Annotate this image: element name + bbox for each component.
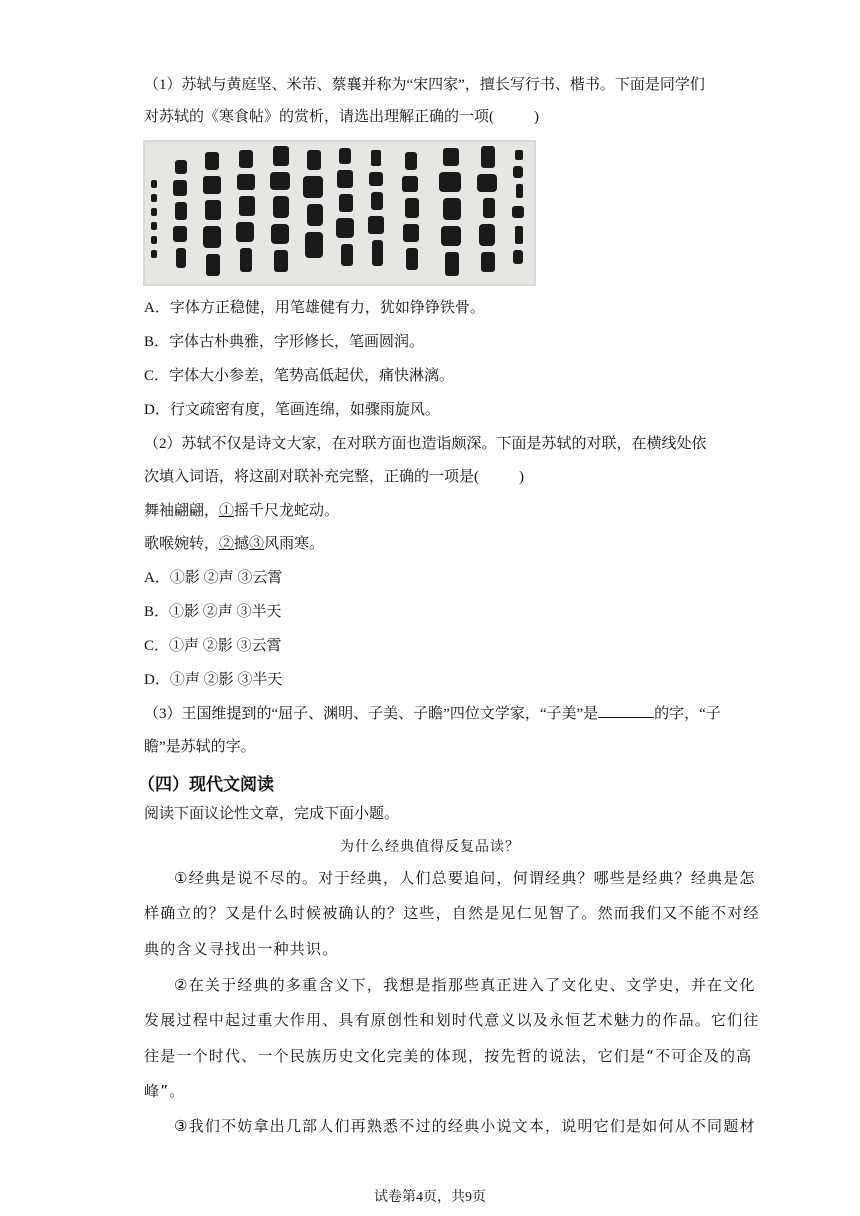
section-title: （四）现代文阅读 <box>138 775 274 794</box>
q3-line1-end: 的字，“子 <box>654 706 721 722</box>
couplet1-part-b: 摇千尺龙蛇动。 <box>234 503 340 519</box>
q2-line1: （2）苏轼不仅是诗文大家，在对联方面也造诣颇深。下面是苏轼的对联，在横线处依 <box>144 436 707 452</box>
article-p2-line1: ②在关于经典的多重含义下，我想是指那些真正进入了文化史、文学史，并在文化 <box>174 976 756 994</box>
q1-option-a: A．字体方正稳健，用笔雄健有力，犹如铮铮铁骨。 <box>144 300 485 316</box>
calligraphy-image <box>143 140 536 286</box>
q1-line2-close: ) <box>534 109 539 125</box>
q2-option-a: A．①影 ②声 ③云霄 <box>144 570 283 586</box>
article-p2-line2: 发展过程中起过重大作用、具有原创性和划时代意义以及永恒艺术魅力的作品。它们往 <box>144 1011 760 1029</box>
article-title: 为什么经典值得反复品读？ <box>340 839 520 855</box>
article-p3-line1: ③我们不妨拿出几部人们再熟悉不过的经典小说文本，说明它们是如何从不同题材 <box>174 1117 756 1135</box>
q1-line2 <box>144 107 539 127</box>
q2-option-b: B．①影 ②声 ③半天 <box>144 604 282 620</box>
article-p1-line2: 样确立的？又是什么时候被确认的？这些，自然是见仁见智了。然而我们又不能不对经 <box>144 904 760 922</box>
couplet2-blank-mark-1: ② <box>219 536 235 552</box>
q1-option-c: C．字体大小参差，笔势高低起伏，痛快淋漓。 <box>144 368 455 384</box>
article-p1-line1: ①经典是说不尽的。对于经典，人们总要追问，何谓经典？哪些是经典？经典是怎 <box>174 869 756 887</box>
couplet-line-1 <box>144 501 339 521</box>
couplet1-blank-mark: ① <box>219 503 235 519</box>
q1-option-b: B．字体古朴典雅，字形修长，笔画圆润。 <box>144 334 425 350</box>
couplet-line-2 <box>144 534 324 554</box>
couplet2-part-a: 歌喉婉转， <box>144 536 220 552</box>
q3-line2: 瞻”是苏轼的字。 <box>144 739 256 755</box>
section-instruction: 阅读下面议论性文章，完成下面小题。 <box>144 806 400 822</box>
article-p2-line4: 峰”。 <box>144 1082 186 1100</box>
article-p2-line3: 往是一个时代、一个民族历史文化完美的体现，按先哲的说法，它们是“不可企及的高 <box>144 1047 753 1065</box>
q2-option-d: D．①声 ②影 ③半天 <box>144 672 283 688</box>
q1-line2-text: 对苏轼的《寒食帖》的赏析，请选出理解正确的一项( <box>144 109 494 125</box>
couplet2-part-b: 撼 <box>234 536 250 552</box>
couplet1-part-a: 舞袖翩翩， <box>144 503 220 519</box>
q3-line1-text: （3）王国维提到的“屈子、渊明、子美、子瞻”四位文学家，“子美”是 <box>144 706 599 722</box>
couplet2-part-c: 风雨寒。 <box>264 536 325 552</box>
fill-in-blank[interactable] <box>598 703 654 718</box>
q2-line2-text: 次填入词语，将这副对联补充完整，正确的一项是( <box>144 469 479 485</box>
q1-option-d: D．行文疏密有度，笔画连绵，如骤雨旋风。 <box>144 402 440 418</box>
q3-line1 <box>144 703 721 724</box>
page-footer: 试卷第4页，共9页 <box>374 1190 486 1205</box>
article-p1-line3: 典的含义寻找出一种共识。 <box>144 940 339 958</box>
q2-line2 <box>144 467 524 487</box>
q1-line1: （1）苏轼与黄庭坚、米芾、蔡襄并称为“宋四家”，擅长写行书、楷书。下面是同学们 <box>144 77 705 93</box>
q2-line2-close: ) <box>519 469 524 485</box>
q2-option-c: C．①声 ②影 ③云霄 <box>144 638 282 654</box>
couplet2-blank-mark-2: ③ <box>249 536 265 552</box>
